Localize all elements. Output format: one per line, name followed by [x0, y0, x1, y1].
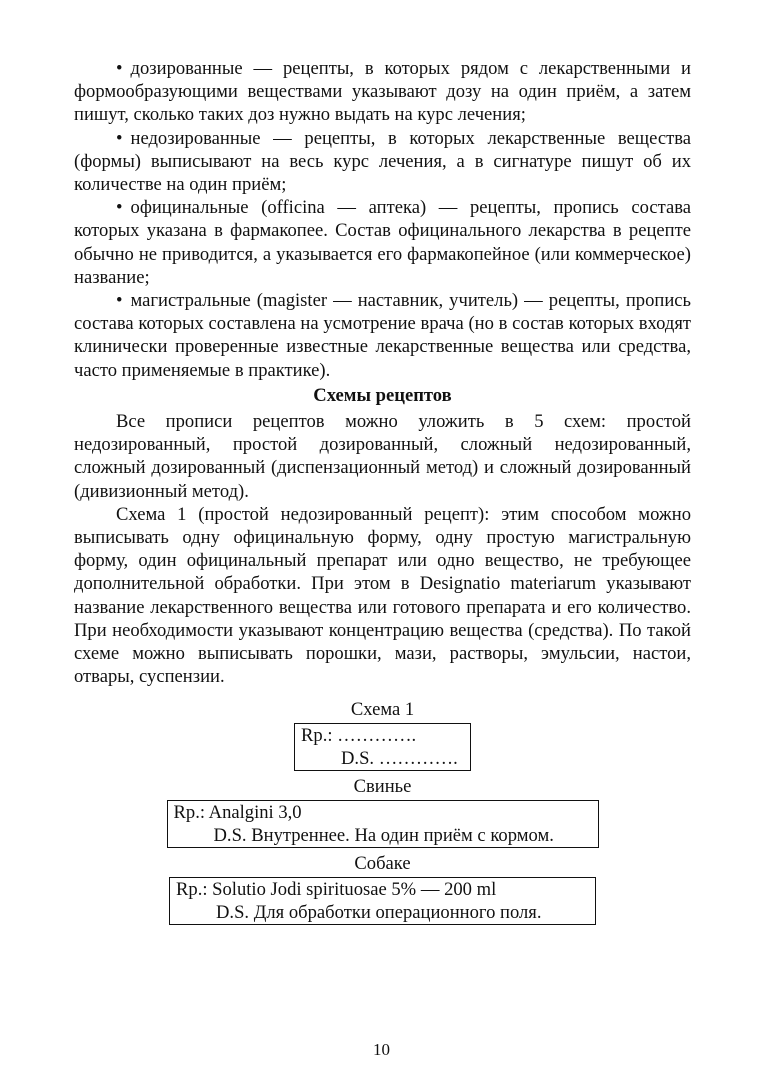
bullet-icon: • — [116, 290, 123, 312]
bullet-officinal-text: официнальные (officina — аптека) — рецепты, пропись состава которых указана в фармакопее. Состав официнального лекарства в рецепте обычно не приводится, а указывается его фармакопейное (или коммерческое) название; — [74, 197, 691, 288]
pig-example-box — [167, 800, 599, 848]
dog-rp-line: Rp.: Solutio Jodi spirituosae 5% — 200 ml — [176, 879, 497, 901]
schemes-intro: Все прописи рецептов можно уложить в 5 схем: простой недозированный, простой дозированный, сложный недозированный, сложный дозированный (диспензационный метод) и сложный дозированный (дивизионный метод). — [74, 411, 691, 502]
page-content — [74, 57, 691, 925]
bullet-undosed-text: недозированные — рецепты, в которых лекарственные вещества (формы) выписывают на весь курс лечения, а в сигнатуре пишут об их количестве на один приём; — [74, 127, 691, 196]
bullet-magistral-text: магистральные (magister — наставник, учитель) — рецепты, пропись состава которых составлена на усмотрение врача (но в состав которых входят клинически проверенные известные лекарственные вещества или средства, часто применяемые в практике). — [74, 290, 691, 381]
bullet-dosed-text: дозированные — рецепты, в которых рядом с лекарственными и формообразующими веществами указывают дозу на один приём, а затем пишут, сколько таких доз нужно выдать на курс лечения; — [74, 58, 691, 126]
dog-ds-line: D.S. Для обработки операционного поля. — [216, 902, 542, 924]
scheme1-title: Схема 1 — [350, 699, 415, 721]
section-heading: Схемы рецептов — [313, 384, 452, 406]
dog-example-title: Собаке — [354, 853, 411, 875]
bullet-magistral — [74, 289, 691, 382]
pig-ds-line: D.S. Внутреннее. На один приём с кормом. — [213, 825, 554, 847]
scheme1-description: Схема 1 (простой недозированный рецепт): этим способом можно выписывать одну официнальную форму, одну простую магистральную форму, один официнальный препарат или одно вещество, не требующее дополнительной обработки. При этом в Designatio materiarum указывают название лекарственного вещества или готового препарата и его количество. При необходимости указывают концентрацию вещества (средства). По такой схеме можно выписывать порошки, мази, растворы, эмульсии, настои, отвары, суспензии. — [74, 503, 691, 688]
bullet-icon: • — [116, 197, 123, 219]
scheme1-rp-line: Rp.: …………. — [301, 725, 417, 747]
bullet-undosed — [74, 127, 691, 197]
bullet-icon: • — [116, 58, 123, 79]
scheme1-box — [294, 723, 471, 771]
scheme1-ds-line: D.S. …………. — [341, 748, 458, 770]
page-number: 10 — [373, 1040, 390, 1059]
bullet-dosed — [74, 57, 691, 127]
bullet-officinal — [74, 196, 691, 289]
bullet-icon: • — [116, 127, 123, 149]
pig-example-title: Свинье — [353, 776, 412, 798]
dog-example-box — [169, 877, 596, 925]
pig-rp-line: Rp.: Analgini 3,0 — [173, 802, 302, 824]
